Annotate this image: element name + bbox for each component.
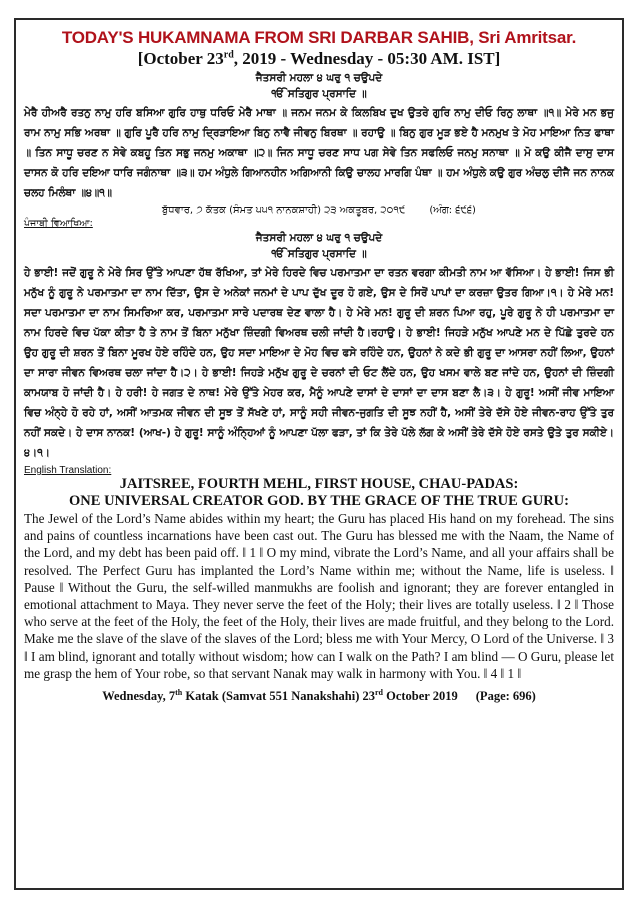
date-line: [October 23rd, 2019 - Wednesday - 05:30 AM. IST] (137, 49, 501, 68)
english-heading-2: ONE UNIVERSAL CREATOR GOD. BY THE GRACE OF THE TRUE GURU: (69, 493, 569, 509)
punjabi-page: (ਅੰਗ: ੬੯੬) (429, 205, 476, 216)
english-heading-1: JAITSREE, FOURTH MEHL, FIRST HOUSE, CHAU-PADAS: (119, 476, 519, 492)
gurbani-mool: ੴ ਸਤਿਗੁਰ ਪ੍ਰਸਾਦਿ ॥ (271, 88, 367, 100)
punjabi-date: ਬੁੱਧਵਾਰ, ੭ ਕੱਤਕ (ਸੰਮਤ ੫੫੧ ਨਾਨਕਸ਼ਾਹੀ) ੨੩ ਅਕਤੂਬਰ, ੨੦੧੯ (162, 205, 406, 216)
english-translation-text: The Jewel of the Lord’s Name abides within my heart; the Guru has placed His hand on my forehead. The sins and pains of countless incarnations have been cast out. The Guru has blessed me with the Naam, the Name of the Lord, and my debt has been paid off. ‖ 1 ‖ O my mind, vibrate the Lord’s Name, and all your affairs shall be resolved. The Perfect Guru has implanted the Lord’s Name within me; without the Name, life is useless. ‖ Pause ‖ Without the Guru, the self-willed manmukhs are foolish and ignorant; they are forever entangled in emotional attachment to Maya. They never serve the feet of the Holy; their lives are totally useless. ‖ 2 ‖ Those who serve at the feet of the Holy, the feet of the Holy, their lives are made fruitful, and they belong to the Lord. Make me the slave of the slave of the slaves of the Lord; bless me with Your Mercy, O Lord of the Universe. ‖ 3 ‖ I am blind, ignorant and totally without wisdom; how can I walk on the Path? I am blind — O Guru, please let me grasp the hem of Your robe, so that servant Nanak may walk in harmony with You. ‖ 4 ‖ 1 ‖ (24, 511, 614, 681)
hukamnama-page (14, 18, 624, 890)
footer-page: (Page: 696) (475, 689, 536, 704)
punjabi-explanation-label: ਪੰਜਾਬੀ ਵਿਆਖਿਆ: (24, 218, 93, 229)
gurbani-text: ਮੇਰੈ ਹੀਅਰੈ ਰਤਨੁ ਨਾਮੁ ਹਰਿ ਬਸਿਆ ਗੁਰਿ ਹਾਥੁ ਧਰਿਓ ਮੇਰੈ ਮਾਥਾ ॥ ਜਨਮ ਜਨਮ ਕੇ ਕਿਲਬਿਖ ਦੁਖ ਉਤਰੇ ਗੁਰਿ ਨਾਮੁ ਦੀਓ ਰਿਨੁ ਲਾਥਾ ॥੧॥ ਮੇਰੇ ਮਨ ਭਜੁ ਰਾਮ ਨਾਮੁ ਸਭਿ ਅਰਥਾ ॥ ਗੁਰਿ ਪੂਰੈ ਹਰਿ ਨਾਮੁ ਦ੍ਰਿੜਾਇਆ ਬਿਨੁ ਨਾਵੈ ਜੀਵਨੁ ਬਿਰਥਾ ॥ ਰਹਾਉ ॥ ਬਿਨੁ ਗੁਰ ਮੂੜ ਭਏ ਹੈ ਮਨਮੁਖ ਤੇ ਮੋਹ ਮਾਇਆ ਨਿਤ ਫਾਥਾ ॥ ਤਿਨ ਸਾਧੂ ਚਰਣ ਨ ਸੇਵੇ ਕਬਹੂ ਤਿਨ ਸਭੁ ਜਨਮੁ ਅਕਾਥਾ ॥੨॥ ਜਿਨ ਸਾਧੂ ਚਰਣ ਸਾਧ ਪਗ ਸੇਵੇ ਤਿਨ ਸਫਲਿਓ ਜਨਮੁ ਸਨਾਥਾ ॥ ਮੋ ਕਉ ਕੀਜੈ ਦਾਸੁ ਦਾਸ ਦਾਸਨ ਕੋ ਹਰਿ ਦਇਆ ਧਾਰਿ ਜਗੰਨਾਥਾ ॥੩॥ ਹਮ ਅੰਧੁਲੇ ਗਿਆਨਹੀਨ ਅਗਿਆਨੀ ਕਿਉ ਚਾਲਹ ਮਾਰਗਿ ਪੰਥਾ ॥ ਹਮ ਅੰਧੁਲੇ ਕਉ ਗੁਰ ਅੰਚਲੁ ਦੀਜੈ ਜਨ ਨਾਨਕ ਚਲਹ ਮਿਲੰਥਾ ॥੪॥੧॥ (24, 107, 614, 199)
explanation-mool: ੴ ਸਤਿਗੁਰ ਪ੍ਰਸਾਦਿ ॥ (271, 248, 367, 260)
punjabi-explanation-text: ਹੇ ਭਾਈ! ਜਦੋਂ ਗੁਰੂ ਨੇ ਮੇਰੇ ਸਿਰ ਉੱਤੇ ਆਪਣਾ ਹੱਥ ਰੱਖਿਆ, ਤਾਂ ਮੇਰੇ ਹਿਰਦੇ ਵਿਚ ਪਰਮਾਤਮਾ ਦਾ ਰਤਨ ਵਰਗਾ ਕੀਮਤੀ ਨਾਮ ਆ ਵੱਸਿਆ। ਹੇ ਭਾਈ! ਜਿਸ ਭੀ ਮਨੁੱਖ ਨੂੰ ਗੁਰੂ ਨੇ ਪਰਮਾਤਮਾ ਦਾ ਨਾਮ ਦਿੱਤਾ, ਉਸ ਦੇ ਅਨੇਕਾਂ ਜਨਮਾਂ ਦੇ ਪਾਪ ਦੁੱਖ ਦੂਰ ਹੋ ਗਏ, ਉਸ ਦੇ ਸਿਰੋਂ ਪਾਪਾਂ ਦਾ ਕਰਜ਼ਾ ਉਤਰ ਗਿਆ।੧। ਹੇ ਮੇਰੇ ਮਨ! ਸਦਾ ਪਰਮਾਤਮਾ ਦਾ ਨਾਮ ਸਿਮਰਿਆ ਕਰ, ਪਰਮਾਤਮਾ ਸਾਰੇ ਪਦਾਰਥ ਦੇਣ ਵਾਲਾ ਹੈ। ਹੇ ਮੇਰੇ ਮਨ! ਗੁਰੂ ਦੀ ਸ਼ਰਨ ਪਿਆ ਰਹੁ, ਪੂਰੇ ਗੁਰੂ ਨੇ ਹੀ ਪਰਮਾਤਮਾ ਦਾ ਨਾਮ ਹਿਰਦੇ ਵਿਚ ਪੱਕਾ ਕੀਤਾ ਹੈ ਤੇ ਨਾਮ ਤੋਂ ਬਿਨਾ ਮਨੁੱਖਾ ਜ਼ਿੰਦਗੀ ਵਿਅਰਥ ਚਲੀ ਜਾਂਦੀ ਹੈ।ਰਹਾਉ। ਹੇ ਭਾਈ! ਜਿਹੜੇ ਮਨੁੱਖ ਆਪਣੇ ਮਨ ਦੇ ਪਿੱਛੇ ਤੁਰਦੇ ਹਨ ਉਹ ਗੁਰੂ ਦੀ ਸ਼ਰਨ ਤੋਂ ਬਿਨਾ ਮੂਰਖ ਹੋਏ ਰਹਿੰਦੇ ਹਨ, ਉਹ ਸਦਾ ਮਾਇਆ ਦੇ ਮੋਹ ਵਿਚ ਫਸੇ ਰਹਿੰਦੇ ਹਨ, ਉਹਨਾਂ ਨੇ ਕਦੇ ਭੀ ਗੁਰੂ ਦਾ ਆਸਰਾ ਨਹੀਂ ਲਿਆ, ਉਹਨਾਂ ਦਾ ਸਾਰਾ ਜੀਵਨ ਵਿਅਰਥ ਚਲਾ ਜਾਂਦਾ ਹੈ।੨। ਹੇ ਭਾਈ! ਜਿਹੜੇ ਮਨੁੱਖ ਗੁਰੂ ਦੇ ਚਰਨਾਂ ਦੀ ਓਟ ਲੈਂਦੇ ਹਨ, ਉਹ ਖਸਮ ਵਾਲੇ ਬਣ ਜਾਂਦੇ ਹਨ, ਉਹਨਾਂ ਦੀ ਜ਼ਿੰਦਗੀ ਕਾਮਯਾਬ ਹੋ ਜਾਂਦੀ ਹੈ। ਹੇ ਹਰੀ! ਹੇ ਜਗਤ ਦੇ ਨਾਥ! ਮੇਰੇ ਉੱਤੇ ਮੇਹਰ ਕਰ, ਮੈਨੂੰ ਆਪਣੇ ਦਾਸਾਂ ਦੇ ਦਾਸਾਂ ਦਾ ਦਾਸ ਬਣਾ ਲੈ।੩। ਹੇ ਗੁਰੂ! ਅਸੀਂ ਜੀਵ ਮਾਇਆ ਵਿਚ ਅੰਨ੍ਹੇ ਹੋ ਰਹੇ ਹਾਂ, ਅਸੀਂ ਆਤਮਕ ਜੀਵਨ ਦੀ ਸੂਝ ਤੋਂ ਸੱਖਣੇ ਹਾਂ, ਸਾਨੂੰ ਸਹੀ ਜੀਵਨ-ਜੁਗਤਿ ਦੀ ਸੂਝ ਨਹੀਂ ਹੈ, ਅਸੀਂ ਤੇਰੇ ਦੱਸੇ ਹੋਏ ਜੀਵਨ-ਰਾਹ ਉੱਤੇ ਤੁਰ ਨਹੀਂ ਸਕਦੇ। ਹੇ ਦਾਸ ਨਾਨਕ! (ਆਖ-) ਹੇ ਗੁਰੂ! ਸਾਨੂੰ ਅੰਨ੍ਹਿਆਂ ਨੂੰ ਆਪਣਾ ਪੱਲਾ ਫੜਾ, ਤਾਂ ਕਿ ਤੇਰੇ ਪੱਲੇ ਲੱਗ ਕੇ ਅਸੀਂ ਤੇਰੇ ਦੱਸੇ ਹੋਏ ਰਸਤੇ ਉਤੇ ਤੁਰ ਸਕੀਏ।੪।੧। (24, 267, 614, 459)
gurbani-heading: ਜੈਤਸਰੀ ਮਹਲਾ ੪ ਘਰੁ ੧ ਚਉਪਦੇ (255, 72, 383, 84)
english-translation-label: English Translation: (24, 465, 112, 476)
explanation-heading: ਜੈਤਸਰੀ ਮਹਲਾ ੪ ਘਰੁ ੧ ਚਉਪਦੇ (255, 232, 383, 244)
punjabi-date-line (24, 205, 614, 216)
footer-date: Wednesday, 7th Katak (Samvat 551 Nanakshahi) 23rd October 2019 (Page: 696) (102, 688, 536, 704)
page-title: TODAY'S HUKAMNAMA FROM SRI DARBAR SAHIB, Sri Amritsar. (61, 28, 577, 47)
